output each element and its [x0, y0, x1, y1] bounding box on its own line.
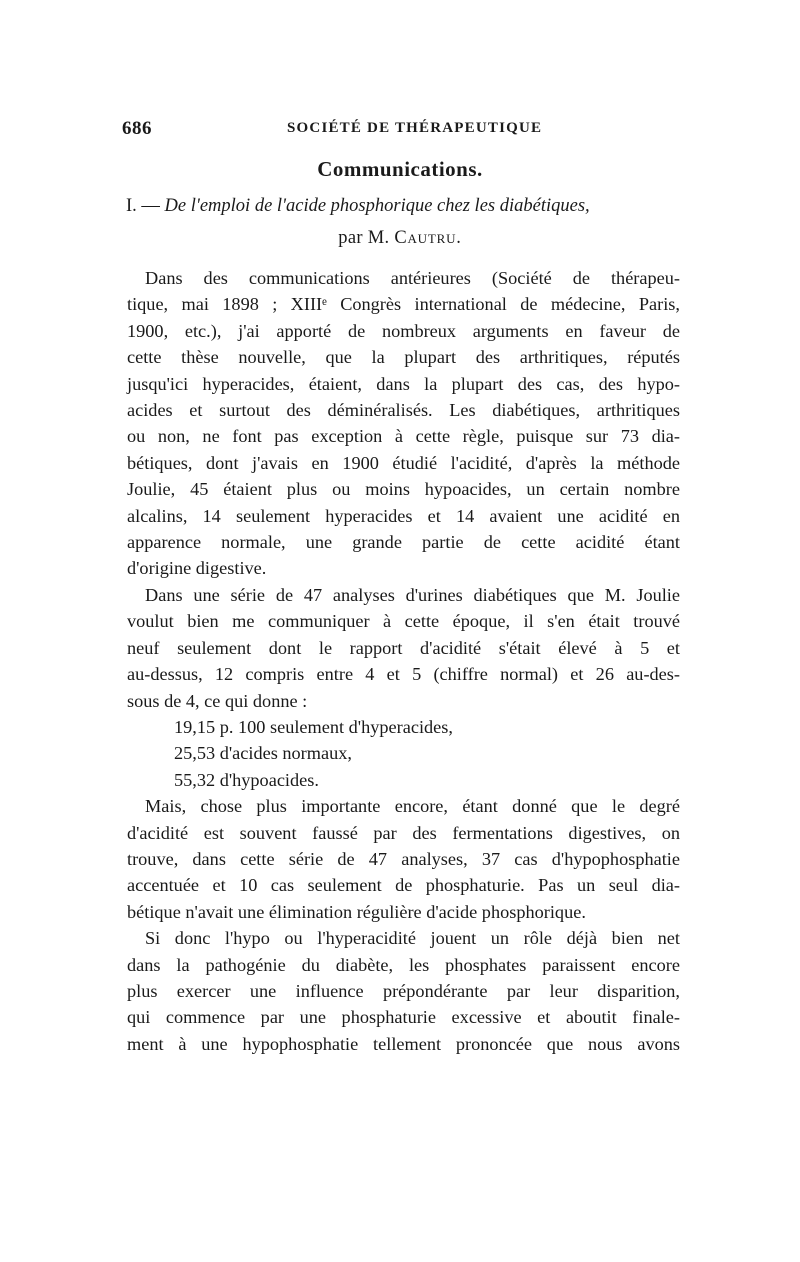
- text-line: 1900, etc.), j'ai apporté de nombreux arguments en faveur de: [127, 320, 680, 341]
- text-line: jusqu'ici hyperacides, étaient, dans la plupart des cas, des hypo-: [127, 373, 680, 394]
- text-line: qui commence par une phosphaturie excessive et aboutit finale-: [127, 1007, 680, 1028]
- text-line: bétique n'avait une élimination régulière d'acide phosphorique.: [127, 901, 586, 922]
- text-line: trouve, dans cette série de 47 analyses, 37 cas d'hypophosphatie: [127, 848, 680, 869]
- text-line: d'acidité est souvent faussé par des fermentations digestives, on: [127, 822, 680, 843]
- body-text: [127, 265, 680, 1057]
- text-line: acides et surtout des déminéralisés. Les diabétiques, arthritiques: [127, 400, 680, 421]
- text-line: ment à une hypophosphatie tellement prononcée que nous avons: [127, 1033, 680, 1054]
- text-line: apparence normale, une grande partie de cette acidité étant: [127, 532, 680, 553]
- text-line: accentuée et 10 cas seulement de phosphaturie. Pas un seul dia-: [127, 875, 680, 896]
- author-name: Cautru.: [394, 228, 462, 248]
- text-line: dans la pathogénie du diabète, les phosphates paraissent encore: [127, 954, 680, 975]
- text-line: cette thèse nouvelle, que la plupart des arthritiques, réputés: [127, 347, 680, 368]
- text-line: d'origine digestive.: [127, 558, 267, 579]
- text-line: bétiques, dont j'avais en 1900 étudié l'acidité, d'après la méthode: [127, 452, 680, 473]
- article-title: [126, 196, 590, 217]
- text-line: ou non, ne font pas exception à cette règle, puisque sur 73 dia-: [127, 426, 680, 447]
- byline: [0, 228, 800, 249]
- text-line: tique, mai 1898 ; XIIIᵉ Congrès international de médecine, Paris,: [127, 294, 680, 315]
- text-line: Dans des communications antérieures (Société de thérapeu-: [145, 268, 680, 288]
- text-line: voulut bien me communiquer à cette époque, il s'en était trouvé: [127, 611, 680, 632]
- article-title-text: De l'emploi de l'acide phosphorique chez les diabétiques,: [164, 196, 590, 216]
- text-line: au-dessus, 12 compris entre 4 et 5 (chiffre normal) et 26 au-des-: [127, 664, 680, 685]
- text-line: Mais, chose plus importante encore, étant donné que le degré: [145, 796, 680, 817]
- list-item: 25,53 d'acides normaux,: [174, 743, 352, 764]
- text-line: Joulie, 45 étaient plus ou moins hypoacides, un certain nombre: [127, 479, 680, 500]
- byline-prefix: par M.: [338, 228, 395, 248]
- text-line: Si donc l'hypo ou l'hyperacidité jouent un rôle déjà bien net: [145, 928, 680, 949]
- text-line: Dans une série de 47 analyses d'urines diabétiques que M. Joulie: [145, 584, 680, 605]
- journal-title: SOCIÉTÉ DE THÉRAPEUTIQUE: [287, 120, 543, 136]
- text-line: neuf seulement dont le rapport d'acidité s'était élevé à 5 et: [127, 637, 680, 658]
- text-line: alcalins, 14 seulement hyperacides et 14 avaient une acidité en: [127, 505, 680, 526]
- text-line: sous de 4, ce qui donne :: [127, 690, 308, 711]
- list-item: 19,15 p. 100 seulement d'hyperacides,: [174, 716, 453, 737]
- page-number: 686: [122, 118, 152, 139]
- article-number: I. —: [126, 196, 165, 216]
- text-line: plus exercer une influence prépondérante par leur disparition,: [127, 980, 680, 1001]
- list-item: 55,32 d'hypoacides.: [174, 769, 319, 790]
- section-title: Communications.: [317, 157, 483, 181]
- running-head: [122, 118, 682, 142]
